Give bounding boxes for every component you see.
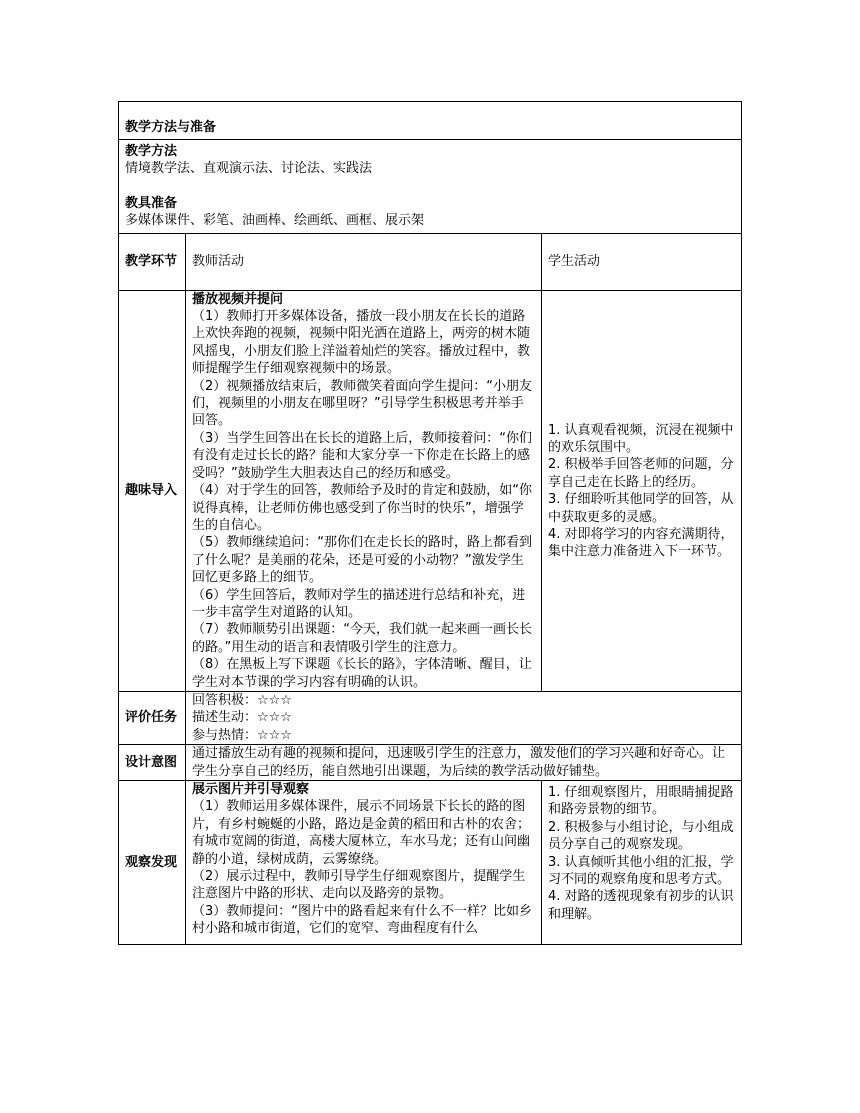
observe-student-item: 4. 对路的透视现象有初步的认识和理解。 — [548, 889, 734, 922]
methods-row — [119, 140, 742, 234]
head-teacher: 教师活动 — [186, 233, 542, 290]
evaluation-row — [119, 691, 742, 744]
blank-line — [125, 178, 735, 195]
intro-teacher-item: （4）对于学生的回答，教师给予及时的肯定和鼓励，如“你说得真棒，让老师仿佛也感受到了你当时的快乐”，增强学生的自信心。 — [192, 483, 533, 533]
evaluation-item: 描述生动：☆☆☆ — [192, 710, 292, 726]
intro-teacher-item: （2）视频播放结束后，教师微笑着面向学生提问：“小朋友们，视频里的小朋友在哪里呀？”引导学生积极思考并举手回答。 — [192, 378, 533, 429]
design-row — [119, 745, 742, 781]
observe-row — [119, 781, 742, 945]
head-student: 学生活动 — [542, 233, 742, 290]
tools-text: 多媒体课件、彩笔、油画棒、绘画纸、画框、展示架 — [125, 213, 425, 229]
evaluation-stage: 评价任务 — [119, 691, 186, 744]
intro-student-cell — [542, 290, 742, 691]
observe-teacher-item: （2）展示过程中，教师引导学生仔细观察图片，提醒学生注意图片中路的形状、走向以及路旁的景物。 — [192, 869, 526, 902]
methods-label: 教学方法 — [125, 144, 178, 159]
evaluation-item: 回答积极：☆☆☆ — [192, 692, 292, 708]
methods-cell — [119, 140, 742, 234]
observe-student-item: 3. 认真倾听其他小组的汇报，学习不同的观察角度和思考方式。 — [548, 854, 734, 888]
evaluation-item: 参与热情：☆☆☆ — [192, 727, 292, 743]
observe-student-cell — [542, 781, 742, 945]
design-stage: 设计意图 — [119, 745, 186, 781]
intro-teacher-item: （1）教师打开多媒体设备，播放一段小朋友在长长的道路上欢快奔跑的视频，视频中阳光洒在道路上，两旁的树木随风摇曳，小朋友们脸上洋溢着灿烂的笑容。播放过程中，教师提醒学生仔细观察视频中的场景。 — [192, 309, 531, 377]
evaluation-cell — [186, 691, 742, 744]
intro-teacher-title: 播放视频并提问 — [192, 291, 284, 307]
observe-student-item: 1. 仔细观察图片，用眼睛捕捉路和路旁景物的细节。 — [548, 785, 734, 818]
tools-label: 教具准备 — [125, 195, 178, 211]
observe-teacher-item: （3）教师提问：“图片中的路看起来有什么不一样？比如乡村小路和城市街道，它们的宽窄、弯曲程度有什么 — [192, 903, 533, 937]
methods-title-row — [119, 102, 742, 140]
observe-teacher-title: 展示图片并引导观察 — [192, 782, 310, 797]
observe-teacher-item: （1）教师运用多媒体课件，展示不同场景下长长的路的图片，有乡村蜿蜒的小路，路边是金黄的稻田和古朴的农舍；有城市宽阔的街道，高楼大厦林立，车水马龙；还有山间幽静的小道，绿树成荫，云雾缭绕。 — [192, 799, 531, 867]
table-head-row — [119, 233, 742, 290]
intro-student-item: 1. 认真观看视频，沉浸在视频中的欢乐氛围中。 — [548, 422, 734, 456]
intro-student-item: 4. 对即将学习的内容充满期待，集中注意力准备进入下一环节。 — [548, 527, 734, 560]
observe-teacher-cell — [186, 781, 542, 945]
intro-student-item: 3. 仔细聆听其他同学的回答，从中获取更多的灵感。 — [548, 492, 734, 525]
section-title: 教学方法与准备 — [119, 102, 742, 140]
intro-teacher-item: （8）在黑板上写下课题《长长的路》，字体清晰、醒目，让学生对本节课的学习内容有明确的认识。 — [192, 657, 532, 690]
observe-student-item: 2. 积极参与小组讨论，与小组成员分享自己的观察发现。 — [548, 819, 734, 853]
intro-teacher-item: （7）教师顺势引出课题：“今天，我们就一起来画一画长长的路。”用生动的语言和表情吸引学生的注意力。 — [192, 622, 533, 655]
intro-teacher-item: （3）当学生回答出在长长的道路上后，教师接着问：“你们有没有走过长长的路？能和大家分享一下你走在长路上的感受吗？”鼓励学生大胆表达自己的经历和感受。 — [192, 430, 533, 481]
lesson-plan-table — [118, 101, 742, 945]
intro-teacher-item: （6）学生回答后，教师对学生的描述进行总结和补充，进一步丰富学生对道路的认知。 — [192, 587, 526, 620]
design-text: 通过播放生动有趣的视频和提问，迅速吸引学生的注意力，激发他们的学习兴趣和好奇心。让学生分享自己的经历，能自然地引出课题，为后续的教学活动做好铺垫。 — [186, 745, 742, 781]
intro-teacher-cell — [186, 290, 542, 691]
methods-text: 情境教学法、直观演示法、讨论法、实践法 — [125, 161, 373, 177]
intro-row — [119, 290, 742, 691]
intro-stage: 趣味导入 — [119, 290, 186, 691]
observe-stage: 观察发现 — [119, 781, 186, 945]
intro-teacher-item: （5）教师继续追问：“那你们在走长长的路时，路上都看到了什么呢？是美丽的花朵，还是可爱的小动物？”激发学生回忆更多路上的细节。 — [192, 535, 533, 586]
intro-student-item: 2. 积极举手回答老师的问题，分享自己走在长路上的经历。 — [548, 457, 734, 490]
head-stage: 教学环节 — [119, 233, 186, 290]
